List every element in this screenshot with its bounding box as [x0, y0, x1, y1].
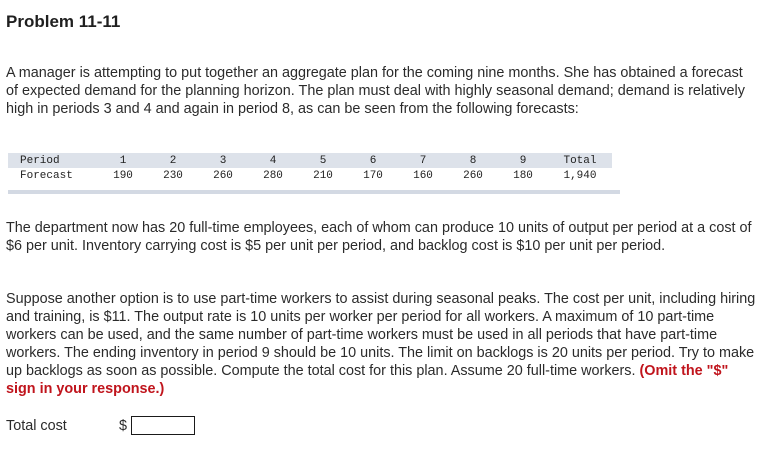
period-cell: 4	[248, 153, 298, 168]
forecast-cell: 260	[463, 169, 483, 182]
forecast-cell: 260	[213, 169, 233, 182]
period-cell: 6	[348, 153, 398, 168]
forecast-table	[8, 153, 612, 183]
total-cost-input[interactable]	[131, 416, 195, 435]
problem-title: Problem 11-11	[6, 12, 121, 31]
total-value-cell: 1,940	[563, 169, 597, 182]
table-bottom-rule	[8, 190, 620, 194]
period-cell: 3	[198, 153, 248, 168]
omit-dollar-note: (Omit the "$" sign in your response.)	[6, 363, 729, 397]
total-cost-label: Total cost	[6, 418, 67, 434]
forecast-cell: 170	[363, 169, 383, 182]
period-cell: 2	[148, 153, 198, 168]
period-cell: 9	[498, 153, 548, 168]
currency-symbol: $	[119, 418, 128, 434]
period-cell: 8	[448, 153, 498, 168]
forecast-cell: 210	[313, 169, 333, 182]
option-paragraph	[6, 290, 758, 398]
period-cell: 5	[298, 153, 348, 168]
department-paragraph: The department now has 20 full-time employees, each of whom can produce 10 units of output per period at a cost of $6 per unit. Inventory carrying cost is $5 per unit per period, and backlog cost is $10 per unit per period.	[6, 220, 752, 254]
option-text: Suppose another option is to use part-time workers to assist during seasonal peaks. The cost per unit, including hiring and training, is $11. The output rate is 10 units per worker per period for all workers. A maximum of 10 part-time workers can be used, and the same number of part-time workers must be used in all periods that have part-time workers. The ending inventory in period 9 should be 10 units. The limit on backlogs is 20 units per period. Try to make up backlogs as soon as possible. Compute the total cost for this plan. Assume 20 full-time workers.	[6, 291, 756, 379]
period-cell: 1	[98, 153, 148, 168]
period-row-label: Period	[8, 153, 98, 168]
forecast-cell: 230	[163, 169, 183, 182]
period-cell: 7	[398, 153, 448, 168]
forecast-cell: 180	[513, 169, 533, 182]
forecast-cell: 190	[113, 169, 133, 182]
forecast-row-label: Forecast	[20, 169, 73, 182]
period-row	[8, 153, 612, 168]
forecast-cell: 160	[413, 169, 433, 182]
forecast-row	[8, 168, 612, 183]
total-header-cell: Total	[548, 153, 612, 168]
forecast-cell: 280	[263, 169, 283, 182]
intro-paragraph: A manager is attempting to put together an aggregate plan for the coming nine months. She has obtained a forecast of expected demand for the planning horizon. The plan must deal with highly seasonal demand; demand is relatively high in periods 3 and 4 and again in period 8, as can be seen from the following forecasts:	[6, 65, 745, 117]
